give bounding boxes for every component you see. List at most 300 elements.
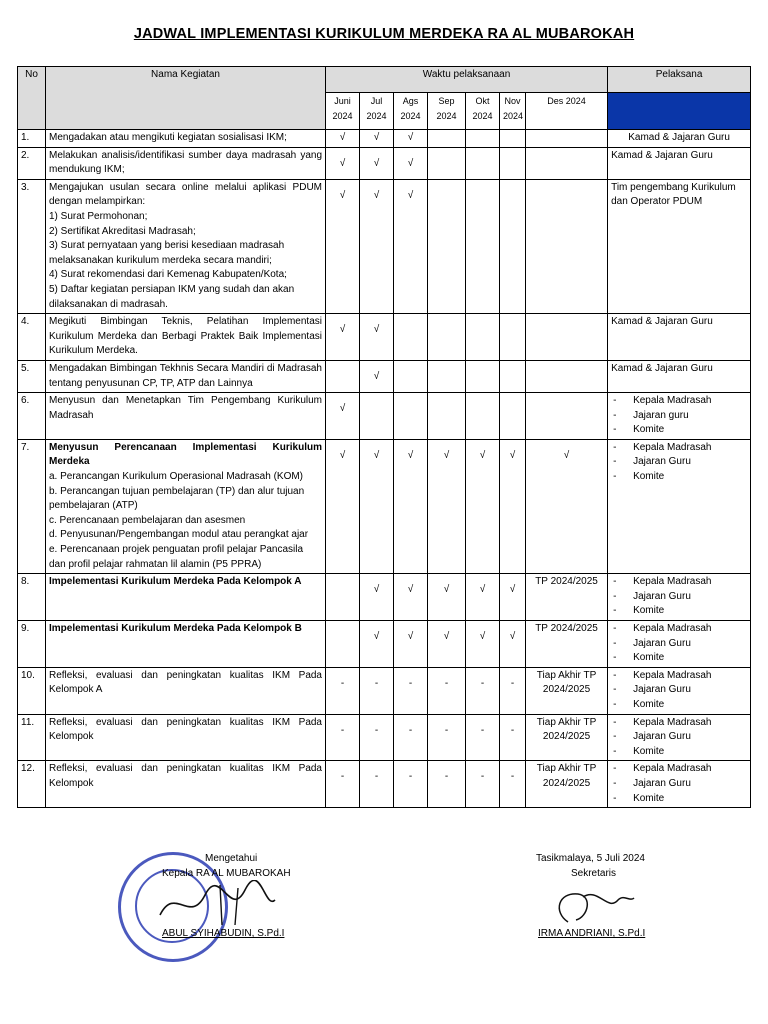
pelaksana-text: Kamad & Jajaran Guru — [611, 149, 713, 161]
schedule-mark — [466, 147, 500, 179]
activity-title: Mengajukan usulan secara online melalui aplikasi PDUM dengan melampirkan: — [49, 181, 322, 208]
schedule-mark — [526, 574, 608, 621]
sig-left-label: Mengetahui — [205, 853, 258, 864]
mark-value: √ — [373, 157, 380, 169]
mark-value: Tiap Akhir TP 2024/2025 — [536, 763, 597, 789]
mark-value — [428, 181, 465, 189]
mark-value — [500, 394, 525, 402]
pelaksana-item: - Jajaran Guru — [611, 683, 747, 698]
pelaksana-list — [611, 669, 747, 713]
schedule-mark — [326, 360, 360, 392]
pelaksana-item: - Kepala Madrasah — [611, 575, 747, 590]
schedule-mark — [526, 393, 608, 440]
schedule-mark — [466, 179, 500, 313]
schedule-mark — [500, 621, 526, 668]
schedule-mark — [466, 130, 500, 148]
schedule-mark — [360, 179, 394, 313]
row-number: 7. — [18, 439, 46, 573]
mark-value — [428, 149, 465, 157]
pelaksana-item: - Komite — [611, 470, 747, 485]
header-month — [526, 93, 608, 130]
month-year: 2024 — [400, 110, 421, 121]
table-row — [18, 761, 751, 808]
month-year: 2024 — [503, 110, 524, 121]
month-year: 2024 — [332, 110, 353, 121]
mark-value: - — [510, 677, 515, 689]
mark-value: - — [374, 771, 379, 783]
mark-value: Tiap Akhir TP 2024/2025 — [536, 716, 597, 743]
mark-value: √ — [373, 449, 380, 461]
schedule-mark — [326, 574, 360, 621]
activity-subitem: d. Penyusunan/Pengembangan modul atau perangkat ajar — [49, 529, 309, 541]
schedule-mark — [326, 393, 360, 440]
activity-cell — [46, 574, 326, 621]
schedule-mark — [500, 179, 526, 313]
pelaksana-text: Tim pengembang Kurikulum dan Operator PDUM — [611, 181, 736, 208]
activity-cell — [46, 360, 326, 392]
table-row — [18, 439, 751, 573]
activity-title: Melakukan analisis/identifikasi sumber daya madrasah yang mendukung IKM; — [49, 149, 322, 176]
row-number: 1. — [18, 130, 46, 148]
schedule-mark — [394, 179, 428, 313]
schedule-mark — [326, 667, 360, 714]
schedule-mark — [360, 360, 394, 392]
mark-value: √ — [373, 584, 380, 596]
activity-title: Menyusun Perencanaan Implementasi Kurikulum Merdeka — [49, 441, 322, 468]
mark-value: - — [340, 677, 345, 689]
pelaksana-cell — [608, 360, 751, 392]
document-title: JADWAL IMPLEMENTASI KURIKULUM MERDEKA RA AL MUBAROKAH — [133, 26, 635, 42]
schedule-mark — [428, 147, 466, 179]
mark-value: - — [480, 771, 485, 783]
schedule-table — [17, 66, 751, 808]
schedule-mark — [466, 393, 500, 440]
mark-value: √ — [407, 449, 414, 461]
header-waktu-pelaksanaan: Waktu pelaksanaan — [326, 67, 608, 93]
month-label: Ags — [402, 96, 419, 106]
pelaksana-item: - Jajaran Guru — [611, 777, 747, 792]
table-row — [18, 130, 751, 148]
schedule-mark — [360, 574, 394, 621]
activity-subitem: 5) Daftar kegiatan persiapan IKM yang sudah dan akan dilaksanakan di madrasah. — [49, 283, 295, 310]
schedule-mark — [500, 667, 526, 714]
schedule-mark — [466, 439, 500, 573]
activity-cell — [46, 147, 326, 179]
row-number: 9. — [18, 621, 46, 668]
schedule-mark — [326, 714, 360, 761]
month-label: Okt — [475, 96, 490, 106]
pelaksana-item: - Kepala Madrasah — [611, 669, 747, 684]
mark-value — [526, 362, 607, 370]
mark-value: √ — [407, 631, 414, 642]
schedule-mark — [428, 360, 466, 392]
schedule-mark — [326, 439, 360, 573]
mark-value: √ — [407, 189, 414, 201]
mark-value — [526, 181, 607, 189]
mark-value: √ — [479, 631, 486, 642]
header-month — [394, 93, 428, 130]
table-row — [18, 314, 751, 361]
mark-value: √ — [339, 324, 346, 336]
mark-value: TP 2024/2025 — [535, 576, 598, 588]
header-month — [326, 93, 360, 130]
schedule-mark — [394, 621, 428, 668]
activity-subitem: b. Perancangan tujuan pembelajaran (TP) dan alur tujuan pembelajaran (ATP) — [49, 485, 305, 512]
pelaksana-list — [611, 575, 747, 619]
schedule-mark — [428, 314, 466, 361]
sig-left-role: Kepala RA AL MUBAROKAH — [162, 868, 291, 879]
schedule-mark — [500, 714, 526, 761]
signature-right-icon — [548, 882, 638, 930]
mark-value — [500, 181, 525, 189]
mark-value: √ — [509, 584, 516, 596]
schedule-mark — [326, 621, 360, 668]
mark-value: - — [510, 724, 515, 736]
pelaksana-item: - Komite — [611, 423, 747, 438]
pelaksana-item: - Jajaran guru — [611, 409, 747, 424]
mark-value: √ — [479, 584, 486, 596]
schedule-mark — [428, 393, 466, 440]
row-number: 10. — [18, 667, 46, 714]
schedule-mark — [360, 439, 394, 573]
schedule-mark — [394, 147, 428, 179]
schedule-mark — [526, 314, 608, 361]
pelaksana-item: - Kepala Madrasah — [611, 622, 747, 637]
row-number: 6. — [18, 393, 46, 440]
schedule-mark — [326, 147, 360, 179]
header-month — [500, 93, 526, 130]
activity-cell — [46, 439, 326, 573]
activity-subitem: 4) Surat rekomendasi dari Kemenag Kabupaten/Kota; — [49, 269, 287, 281]
schedule-mark — [394, 761, 428, 808]
mark-value: √ — [407, 584, 414, 596]
mark-value — [326, 362, 359, 370]
header-nama-kegiatan: Nama Kegiatan — [46, 67, 326, 130]
schedule-mark — [360, 761, 394, 808]
row-number: 12. — [18, 761, 46, 808]
mark-value — [526, 315, 607, 323]
mark-value: - — [408, 724, 413, 736]
mark-value — [466, 394, 499, 402]
schedule-mark — [526, 130, 608, 148]
schedule-mark — [360, 147, 394, 179]
schedule-mark — [466, 360, 500, 392]
schedule-mark — [500, 574, 526, 621]
mark-value: √ — [373, 370, 380, 382]
schedule-mark — [526, 761, 608, 808]
schedule-mark — [428, 714, 466, 761]
pelaksana-list — [611, 441, 747, 485]
pelaksana-list — [611, 394, 747, 438]
pelaksana-text: Kamad & Jajaran Guru — [611, 362, 713, 374]
schedule-mark — [394, 360, 428, 392]
schedule-mark — [466, 621, 500, 668]
pelaksana-list — [611, 762, 747, 806]
mark-value — [394, 315, 427, 323]
mark-value — [394, 362, 427, 370]
activity-title: Impelementasi Kurikulum Merdeka Pada Kelompok B — [49, 623, 302, 634]
pelaksana-cell — [608, 179, 751, 313]
mark-value: Tiap Akhir TP 2024/2025 — [536, 669, 597, 696]
mark-value — [466, 315, 499, 323]
schedule-mark — [394, 314, 428, 361]
mark-value — [326, 575, 359, 583]
table-row — [18, 147, 751, 179]
schedule-mark — [428, 179, 466, 313]
pelaksana-cell — [608, 314, 751, 361]
mark-value: √ — [443, 584, 450, 596]
month-label: Sep — [438, 96, 455, 106]
row-number: 2. — [18, 147, 46, 179]
mark-value: TP 2024/2025 — [535, 623, 598, 634]
pelaksana-item: - Komite — [611, 698, 747, 713]
schedule-mark — [394, 393, 428, 440]
activity-title: Refleksi, evaluasi dan peningkatan kualitas IKM Pada Kelompok — [49, 763, 322, 789]
activity-cell — [46, 314, 326, 361]
table-row — [18, 574, 751, 621]
table-row — [18, 360, 751, 392]
mark-value — [428, 315, 465, 323]
schedule-mark — [428, 130, 466, 148]
pelaksana-item: - Komite — [611, 604, 747, 619]
activity-title: Refleksi, evaluasi dan peningkatan kualitas IKM Pada Kelompok A — [49, 669, 322, 696]
pelaksana-cell — [608, 761, 751, 808]
mark-value: - — [374, 724, 379, 736]
header-month — [466, 93, 500, 130]
schedule-mark — [428, 761, 466, 808]
signature-left-icon — [150, 880, 280, 930]
mark-value: - — [340, 771, 345, 783]
schedule-mark — [526, 179, 608, 313]
mark-value: - — [480, 677, 485, 689]
activity-subitem: e. Perencanaan projek penguatan profil pelajar Pancasila dan profil pelajar rahmatan lil alamin (P5 PPRA) — [49, 544, 304, 570]
pelaksana-item: - Jajaran Guru — [611, 637, 747, 652]
schedule-mark — [526, 439, 608, 573]
month-label: Juni — [334, 96, 351, 106]
schedule-mark — [500, 393, 526, 440]
pelaksana-item: - Jajaran Guru — [611, 730, 747, 745]
mark-value: √ — [339, 189, 346, 201]
mark-value: - — [408, 677, 413, 689]
pelaksana-item: - Kepala Madrasah — [611, 441, 747, 456]
schedule-mark — [360, 393, 394, 440]
pelaksana-list — [611, 622, 747, 666]
pelaksana-cell — [608, 621, 751, 668]
pelaksana-item: - Kepala Madrasah — [611, 716, 747, 731]
pelaksana-cell — [608, 574, 751, 621]
mark-value: - — [510, 771, 515, 783]
mark-value — [326, 622, 359, 630]
pelaksana-item: - Kepala Madrasah — [611, 762, 747, 777]
pelaksana-item: - Kepala Madrasah — [611, 394, 747, 409]
mark-value: - — [444, 677, 449, 689]
mark-value: √ — [373, 189, 380, 201]
pelaksana-cell — [608, 393, 751, 440]
mark-value: √ — [373, 324, 380, 336]
activity-subitem: 1) Surat Permohonan; — [49, 210, 148, 222]
mark-value: √ — [443, 449, 450, 461]
header-no: No — [18, 67, 46, 130]
row-number: 8. — [18, 574, 46, 621]
month-year: 2024 — [472, 110, 493, 121]
mark-value — [500, 362, 525, 370]
mark-value: √ — [339, 403, 346, 415]
activity-cell — [46, 761, 326, 808]
schedule-mark — [500, 360, 526, 392]
schedule-mark — [466, 714, 500, 761]
schedule-mark — [466, 761, 500, 808]
activity-title: Menyusun dan Menetapkan Tim Pengembang Kurikulum Madrasah — [49, 395, 322, 421]
schedule-mark — [360, 130, 394, 148]
schedule-mark — [526, 714, 608, 761]
mark-value — [526, 394, 607, 402]
header-month — [428, 93, 466, 130]
sig-right-place-date: Tasikmalaya, 5 Juli 2024 — [536, 853, 645, 864]
mark-value: √ — [339, 157, 346, 169]
mark-value — [428, 394, 465, 402]
activity-title: Mengadakan Bimbingan Tekhnis Secara Mandiri di Madrasah tentang penyusunan CP, TP, ATP dan Lainnya — [49, 362, 322, 389]
activity-title: Refleksi, evaluasi dan peningkatan kualitas IKM Pada Kelompok — [49, 716, 322, 743]
pelaksana-cell — [608, 130, 751, 148]
mark-value — [500, 149, 525, 157]
schedule-mark — [526, 360, 608, 392]
activity-title: Megikuti Bimbingan Teknis, Pelatihan Implementasi Kurikulum Merdeka dan Berbagi Praktek Baik Implementasi Kurikulum Merdeka. — [49, 316, 322, 357]
month-label: Des 2024 — [547, 96, 586, 106]
activity-cell — [46, 714, 326, 761]
table-row — [18, 667, 751, 714]
table-row — [18, 179, 751, 313]
mark-value: - — [374, 677, 379, 689]
schedule-mark — [526, 621, 608, 668]
activity-cell — [46, 130, 326, 148]
activity-cell — [46, 393, 326, 440]
schedule-mark — [394, 714, 428, 761]
mark-value: √ — [443, 631, 450, 642]
schedule-mark — [500, 130, 526, 148]
month-label: Jul — [370, 96, 383, 106]
header-month — [360, 93, 394, 130]
schedule-mark — [428, 667, 466, 714]
activity-subitem: c. Perencanaan pembelajaran dan asesmen — [49, 514, 246, 526]
mark-value: - — [480, 724, 485, 736]
pelaksana-item: - Jajaran Guru — [611, 455, 747, 470]
activity-subitem: 3) Surat pernyataan yang berisi kesediaan madrasah melaksanakan kurikulum merdeka secara mandiri; — [49, 240, 285, 266]
schedule-mark — [326, 179, 360, 313]
row-number: 4. — [18, 314, 46, 361]
pelaksana-list — [611, 716, 747, 760]
month-year: 2024 — [366, 110, 387, 121]
row-number: 11. — [18, 714, 46, 761]
pelaksana-item: - Jajaran Guru — [611, 590, 747, 605]
mark-value: √ — [339, 449, 346, 461]
schedule-mark — [394, 439, 428, 573]
mark-value — [500, 315, 525, 323]
schedule-mark — [500, 147, 526, 179]
mark-value — [466, 181, 499, 189]
mark-value: √ — [407, 157, 414, 169]
mark-value: √ — [373, 132, 380, 143]
mark-value: - — [444, 771, 449, 783]
table-row — [18, 714, 751, 761]
row-number: 5. — [18, 360, 46, 392]
schedule-mark — [394, 130, 428, 148]
header-pelaksana: Pelaksana — [608, 67, 751, 93]
header-pelaksana-accent — [608, 93, 751, 130]
schedule-mark — [326, 761, 360, 808]
schedule-mark — [394, 574, 428, 621]
mark-value: √ — [509, 449, 516, 461]
mark-value: √ — [509, 631, 516, 642]
mark-value — [466, 362, 499, 370]
pelaksana-item: - Komite — [611, 651, 747, 666]
sig-right-role: Sekretaris — [571, 868, 617, 879]
table-row — [18, 621, 751, 668]
schedule-mark — [394, 667, 428, 714]
mark-value: √ — [479, 449, 486, 461]
mark-value — [394, 394, 427, 402]
pelaksana-cell — [608, 147, 751, 179]
pelaksana-item: - Komite — [611, 745, 747, 760]
schedule-mark — [360, 314, 394, 361]
schedule-mark — [466, 314, 500, 361]
activity-cell — [46, 667, 326, 714]
schedule-mark — [360, 621, 394, 668]
schedule-mark — [500, 314, 526, 361]
activity-cell — [46, 179, 326, 313]
mark-value — [360, 394, 393, 402]
schedule-mark — [326, 314, 360, 361]
schedule-mark — [428, 621, 466, 668]
activity-cell — [46, 621, 326, 668]
schedule-mark — [500, 761, 526, 808]
schedule-mark — [500, 439, 526, 573]
pelaksana-cell — [608, 667, 751, 714]
mark-value: √ — [407, 132, 414, 143]
month-label: Nov — [504, 96, 521, 106]
mark-value — [526, 149, 607, 157]
schedule-mark — [526, 147, 608, 179]
pelaksana-cell — [608, 714, 751, 761]
mark-value: √ — [339, 132, 346, 143]
sig-right-name: IRMA ANDRIANI, S.Pd.I — [538, 928, 646, 939]
mark-value — [466, 149, 499, 157]
schedule-mark — [466, 667, 500, 714]
schedule-mark — [360, 667, 394, 714]
schedule-mark — [428, 574, 466, 621]
pelaksana-item: - Komite — [611, 792, 747, 807]
activity-title: Impelementasi Kurikulum Merdeka Pada Kelompok A — [49, 576, 302, 588]
sig-left-name: ABUL SYIHABUDIN, S.Pd.I — [162, 928, 285, 939]
schedule-mark — [360, 714, 394, 761]
mark-value: √ — [373, 631, 380, 642]
mark-value: √ — [563, 449, 570, 461]
schedule-mark — [466, 574, 500, 621]
pelaksana-cell — [608, 439, 751, 573]
table-row — [18, 393, 751, 440]
pelaksana-text: Kamad & Jajaran Guru — [628, 132, 730, 143]
activity-subitem: a. Perancangan Kurikulum Operasional Madrasah (KOM) — [49, 471, 304, 483]
activity-subitem: 2) Sertifikat Akreditasi Madrasah; — [49, 225, 196, 237]
mark-value: - — [408, 771, 413, 783]
mark-value — [428, 362, 465, 370]
schedule-body — [18, 130, 751, 808]
month-year: 2024 — [436, 110, 457, 121]
mark-value: - — [340, 724, 345, 736]
schedule-mark — [326, 130, 360, 148]
schedule-mark — [526, 667, 608, 714]
pelaksana-text: Kamad & Jajaran Guru — [611, 316, 713, 328]
schedule-mark — [428, 439, 466, 573]
